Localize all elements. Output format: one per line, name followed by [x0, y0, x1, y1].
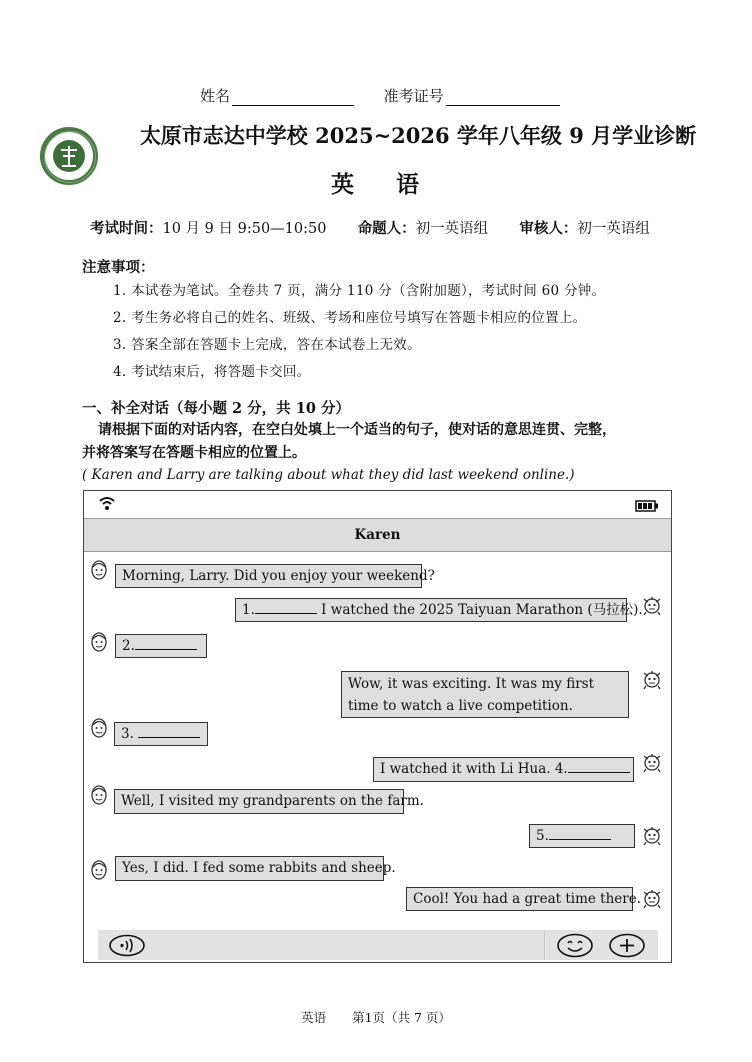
wifi-icon	[98, 495, 116, 511]
message-bubble-larry: 1. I watched the 2025 Taiyuan Marathon (马拉松).	[235, 598, 627, 622]
subject-char-1: 英	[331, 171, 356, 198]
message-bubble-larry: I watched it with Li Hua. 4.	[373, 757, 634, 782]
footer-subject: 英语	[301, 1010, 327, 1025]
status-bar	[84, 491, 671, 518]
time-value: 10 月 9 日 9:50—10:50	[162, 221, 327, 237]
larry-avatar-icon	[641, 887, 663, 909]
message-bubble-larry: Cool! You had a great time there.	[406, 887, 633, 911]
note-item: 1. 本试卷为笔试。全卷共 7 页，满分 110 分（含附加题），考试时间 60 分钟。	[113, 283, 606, 299]
page-footer	[0, 1008, 752, 1026]
note-item: 3. 答案全部在答题卡上完成，答在本试卷上无效。	[113, 337, 421, 353]
subject-char-2: 语	[396, 171, 421, 198]
battery-icon	[635, 500, 659, 512]
message-bubble-karen: Yes, I did. I fed some rabbits and sheep.	[115, 856, 384, 881]
message-bubble-larry: Wow, it was exciting. It was my first time to watch a live competition.	[341, 671, 629, 718]
dialogue-context: ( Karen and Larry are talking about what they did last weekend online.)	[82, 467, 575, 483]
voice-icon[interactable]	[108, 934, 146, 957]
section-instruction-1: 请根据下面的对话内容，在空白处填上一个适当的句子，使对话的意思连贯、完整，	[98, 422, 616, 438]
footer-page-info: 第1页（共 7 页）	[352, 1010, 451, 1025]
answer-blank-3[interactable]	[138, 723, 200, 738]
phone-chat-window	[83, 490, 672, 963]
note-item: 4. 考试结束后，将答题卡交回。	[113, 364, 311, 380]
message-bubble-karen: 2.	[115, 634, 207, 658]
exam-id-label: 准考证号	[383, 87, 444, 105]
answer-blank-5[interactable]	[549, 825, 611, 840]
reviewer-label: 审核人：	[519, 220, 578, 237]
larry-avatar-icon	[641, 751, 663, 773]
answer-blank-1[interactable]	[255, 599, 317, 614]
name-field[interactable]	[232, 89, 354, 106]
section-instruction-2: 并将答案写在答题卡相应的位置上。	[82, 445, 306, 461]
exam-title: 太原市志达中学校 2025~2026 学年八年级 9 月学业诊断	[139, 123, 697, 148]
larry-avatar-icon	[641, 668, 663, 690]
answer-blank-4[interactable]	[568, 758, 630, 773]
notes-heading: 注意事项：	[82, 259, 155, 276]
author-value: 初一英语组	[415, 221, 489, 237]
chat-input-bar[interactable]	[98, 930, 658, 960]
author-label: 命题人：	[357, 220, 416, 237]
karen-avatar-icon	[88, 717, 110, 739]
student-info-row	[200, 85, 560, 106]
message-bubble-larry: 5.	[529, 824, 635, 848]
message-bubble-karen: Morning, Larry. Did you enjoy your weekend?	[115, 564, 422, 588]
answer-blank-2[interactable]	[135, 635, 197, 650]
larry-avatar-icon	[641, 594, 663, 616]
reviewer-value: 初一英语组	[577, 221, 650, 237]
exam-meta	[90, 217, 650, 238]
emoji-icon[interactable]	[556, 933, 594, 958]
exam-id-field[interactable]	[446, 89, 560, 106]
add-icon[interactable]	[608, 933, 646, 958]
karen-avatar-icon	[88, 631, 110, 653]
karen-avatar-icon	[88, 859, 110, 881]
message-bubble-karen: 3.	[114, 722, 208, 746]
section-heading: 一、补全对话（每小题 2 分，共 10 分）	[82, 400, 350, 417]
chat-contact-name: Karen	[84, 518, 671, 552]
message-bubble-karen: Well, I visited my grandparents on the farm.	[114, 789, 404, 814]
note-item: 2. 考生务必将自己的姓名、班级、考场和座位号填写在答题卡相应的位置上。	[113, 310, 587, 326]
subject-title	[0, 166, 752, 199]
karen-avatar-icon	[88, 784, 110, 806]
larry-avatar-icon	[641, 824, 663, 846]
karen-avatar-icon	[88, 559, 110, 581]
name-label: 姓名	[200, 87, 231, 105]
time-label: 考试时间：	[90, 220, 163, 237]
